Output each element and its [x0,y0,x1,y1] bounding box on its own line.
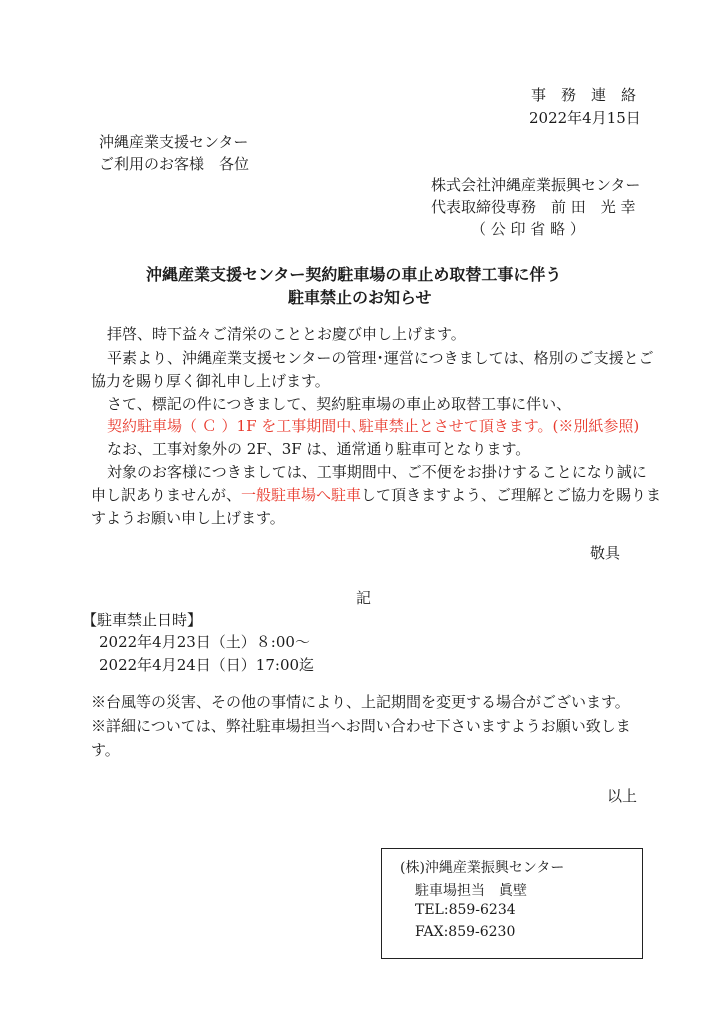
general-parking-red: 一般駐車場へ駐車 [241,486,362,504]
contact-company: (株)沖縄産業振興センター [400,860,565,876]
recipient-line-1: 沖縄産業支援センター [99,133,249,151]
seal-omitted-note: （ 公 印 省 略 ） [471,220,585,238]
body-paragraph-6-line-2 [91,484,661,505]
body-paragraph-6-line-1: 対象のお客様につきましては、工事期間中、ご不便をお掛けすることになり誠に [107,463,647,481]
note-2-line-2: す。 [91,741,120,759]
schedule-heading: 【駐車禁止日時】 [82,611,203,629]
recipient-line-2: ご利用のお客様 各位 [99,155,250,173]
contact-person: 駐車場担当 眞壁 [415,883,527,899]
schedule-start: 2022年4月23日（土）８:00～ [99,633,310,651]
ki-mark: 記 [356,589,372,607]
notice-title-line-2: 駐車禁止のお知らせ [288,288,432,307]
sender-company: 株式会社沖縄産業振興センター [431,176,641,194]
body-paragraph-2-line-2: 協力を賜り厚く御礼申し上げます。 [91,372,330,390]
closing-keigu: 敬具 [590,544,621,562]
body-paragraph-5: なお、工事対象外の 2F、3F は、通常通り駐車可となります。 [107,440,531,458]
schedule-end: 2022年4月24日（日）17:00迄 [99,656,315,674]
note-1: ※台風等の災害、その他の事情により、上記期間を変更する場合がございます。 [91,693,630,711]
body-paragraph-2-line-1: 平素より、沖縄産業支援センターの管理･運営につきましては、格別のご支援とご [107,349,654,367]
note-2-line-1: ※詳細については、弊社駐車場担当へお問い合わせ下さいますようお願い致しま [91,717,631,735]
issue-date: 2022年4月15日 [529,109,641,127]
end-mark-ijou: 以上 [607,787,638,805]
notice-title-line-1: 沖縄産業支援センター契約駐車場の車止め取替工事に伴う [146,265,562,284]
contact-box [381,848,643,959]
body-greeting: 拝啓、時下益々ご清栄のこととお慶び申し上げます。 [107,325,466,343]
body-paragraph-6-line-2-pre: 申し訳ありませんが、 [91,486,242,504]
body-paragraph-6-line-3: すようお願い申し上げます。 [91,509,285,527]
contact-tel: TEL:859-6234 [415,902,516,918]
body-paragraph-3: さて、標記の件につきまして、契約駐車場の車止め取替工事に伴い、 [107,395,572,413]
document-type: 事 務 連 絡 [531,86,637,104]
body-paragraph-6-line-2-post: して頂きますよう、ご理解とご協力を賜りま [361,486,662,504]
sender-representative: 代表取締役専務 前 田 光 幸 [431,198,636,216]
contact-fax: FAX:859-6230 [415,924,516,940]
body-parking-prohibition-red: 契約駐車場（ Ｃ ）1F を工事期間中､駐車禁止とさせて頂きます。(※別紙参照) [107,417,640,435]
